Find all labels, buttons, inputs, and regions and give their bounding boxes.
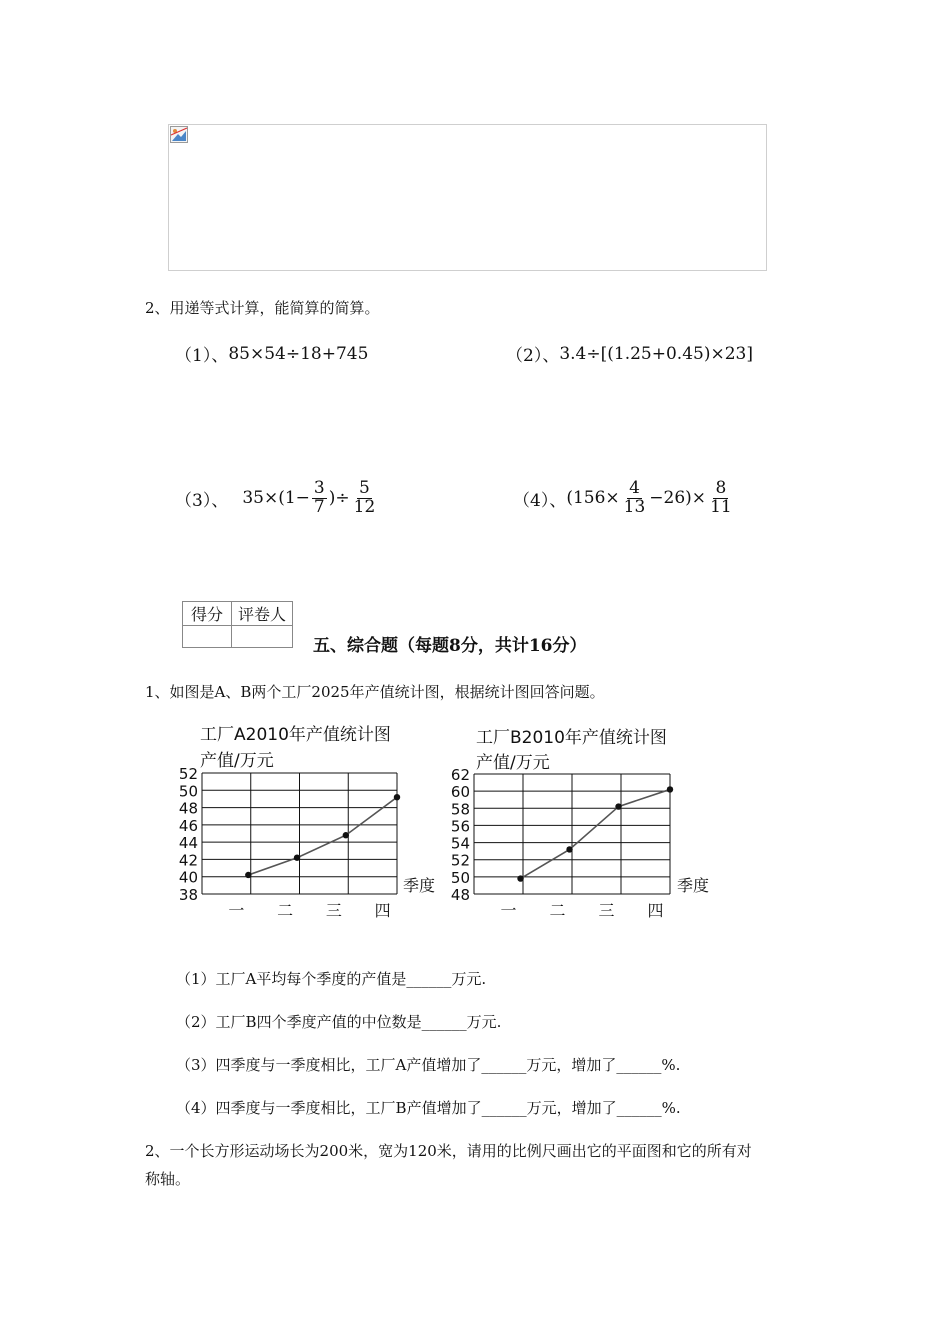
chart-b-grid bbox=[474, 774, 670, 894]
chart-a-y-tick-label: 42 bbox=[178, 851, 198, 870]
fraction-5-12 bbox=[352, 480, 378, 517]
chart-a-series-line bbox=[248, 797, 397, 875]
score-header: 得分 bbox=[183, 602, 232, 626]
chart-factory-b bbox=[434, 718, 724, 928]
sub-question-4: （4）四季度与一季度相比，工厂B产值增加了______万元，增加了______%. bbox=[176, 1099, 681, 1117]
chart-a-y-ticks bbox=[179, 765, 198, 904]
chart-a-y-tick-label: 38 bbox=[178, 886, 198, 904]
chart-a-ylabel: 产值/万元 bbox=[200, 751, 274, 771]
chart-a-grid bbox=[202, 773, 397, 894]
expression-2-number: （2）、 bbox=[506, 346, 560, 366]
chart-b-data-point bbox=[615, 803, 621, 809]
chart-b-data-point bbox=[566, 846, 572, 852]
fraction-numerator: 8 bbox=[715, 478, 727, 498]
chart-a-title: 工厂A2010年产值统计图 bbox=[200, 725, 391, 745]
fraction-denominator: 11 bbox=[710, 496, 732, 517]
grader-cell[interactable] bbox=[232, 626, 293, 648]
section-title: 五、综合题（每题8分，共计16分） bbox=[313, 636, 587, 656]
score-cell[interactable] bbox=[183, 626, 232, 648]
grader-header: 评卷人 bbox=[232, 602, 293, 626]
expression-3-pre: 35×(1− bbox=[242, 488, 310, 509]
chart-a-x-tick-label: 三 bbox=[325, 901, 342, 920]
chart-a-x-tick-label: 一 bbox=[228, 901, 245, 920]
expression-4-number: （4）、 bbox=[513, 490, 567, 511]
chart-a-data-point bbox=[294, 855, 300, 861]
q2b-prompt-line1: 2、一个长方形运动场长为200米，宽为120米，请用的比例尺画出它的平面图和它的所有对 bbox=[145, 1142, 752, 1160]
chart-a-x-tick-label: 四 bbox=[374, 901, 391, 920]
chart-a-y-tick-label: 52 bbox=[178, 765, 198, 783]
expression-3-number: （3）、 bbox=[175, 490, 229, 511]
sub-question-2: （2）工厂B四个季度产值的中位数是______万元. bbox=[176, 1013, 502, 1031]
chart-b-series-line bbox=[521, 789, 670, 878]
broken-image-icon bbox=[170, 126, 188, 143]
chart-a-x-tick-label: 二 bbox=[277, 901, 294, 920]
expression-2-body: 3.4÷[(1.25+0.45)×23] bbox=[559, 343, 753, 364]
chart-a-data-point bbox=[245, 872, 251, 878]
chart-b-x-tick-label: 一 bbox=[500, 901, 517, 920]
chart-b-x-ticks bbox=[500, 901, 663, 920]
chart-b-y-tick-label: 48 bbox=[450, 886, 470, 904]
chart-b-y-tick-label: 60 bbox=[450, 783, 470, 802]
sub-question-1: （1）工厂A平均每个季度的产值是______万元. bbox=[176, 970, 487, 988]
chart-b-title: 工厂B2010年产值统计图 bbox=[476, 728, 667, 748]
chart-a-y-tick-label: 40 bbox=[178, 868, 198, 887]
chart-b-x-tick-label: 二 bbox=[549, 901, 566, 920]
chart-b-y-tick-label: 62 bbox=[450, 766, 470, 784]
score-table bbox=[182, 601, 293, 648]
expression-3 bbox=[175, 480, 379, 517]
chart-b-data-point bbox=[517, 875, 523, 881]
fraction-numerator: 3 bbox=[313, 478, 325, 498]
chart-a-y-tick-label: 48 bbox=[178, 799, 198, 818]
chart-b-data-point bbox=[667, 786, 673, 792]
chart-b-y-tick-label: 52 bbox=[450, 851, 470, 870]
fraction-numerator: 5 bbox=[359, 478, 370, 498]
expression-2 bbox=[506, 341, 753, 366]
image-placeholder-frame bbox=[168, 124, 767, 271]
fraction-numerator: 4 bbox=[629, 478, 640, 498]
expression-1 bbox=[175, 341, 368, 366]
expression-4-pre: (156× bbox=[566, 488, 620, 509]
chart-b-y-tick-label: 50 bbox=[450, 868, 470, 887]
chart-a-data-point bbox=[343, 832, 349, 838]
fraction-8-11 bbox=[708, 480, 734, 517]
fraction-denominator: 13 bbox=[623, 496, 646, 517]
chart-b-y-tick-label: 56 bbox=[450, 817, 470, 836]
chart-b-x-tick-label: 三 bbox=[598, 901, 615, 920]
chart-a-data-point bbox=[394, 794, 400, 800]
expression-4-mid: −26)× bbox=[649, 488, 707, 509]
expression-1-body: 85×54÷18+745 bbox=[228, 343, 369, 364]
chart-b-y-tick-label: 58 bbox=[450, 800, 470, 819]
chart-a-y-tick-label: 44 bbox=[178, 834, 198, 853]
q1-prompt: 1、如图是A、B两个工厂2025年产值统计图，根据统计图回答问题。 bbox=[145, 683, 605, 701]
expression-4 bbox=[513, 480, 736, 517]
chart-a-y-tick-label: 50 bbox=[178, 782, 198, 801]
expression-1-number: （1）、 bbox=[175, 346, 229, 366]
chart-b-x-tick-label: 四 bbox=[647, 901, 664, 920]
chart-a-xlabel: 季度 bbox=[403, 876, 436, 895]
chart-b-y-ticks bbox=[451, 766, 470, 904]
chart-a-series bbox=[245, 794, 400, 878]
chart-b-xlabel: 季度 bbox=[677, 876, 710, 895]
chart-b-y-tick-label: 54 bbox=[450, 834, 470, 853]
q2-prompt: 2、用递等式计算，能简算的简算。 bbox=[145, 299, 380, 317]
fraction-4-13 bbox=[622, 480, 648, 517]
chart-a-y-tick-label: 46 bbox=[178, 816, 198, 835]
chart-factory-a bbox=[160, 718, 450, 928]
fraction-denominator: 12 bbox=[353, 496, 376, 517]
fraction-denominator: 7 bbox=[313, 496, 325, 517]
chart-a-x-ticks bbox=[228, 901, 390, 920]
sub-question-3: （3）四季度与一季度相比，工厂A产值增加了______万元，增加了______%. bbox=[176, 1056, 681, 1074]
chart-b-series bbox=[517, 786, 673, 882]
chart-b-ylabel: 产值/万元 bbox=[476, 753, 550, 773]
q2b-prompt-line2: 称轴。 bbox=[145, 1170, 191, 1188]
fraction-3-7 bbox=[312, 480, 327, 517]
expression-3-mid: )÷ bbox=[328, 488, 350, 509]
